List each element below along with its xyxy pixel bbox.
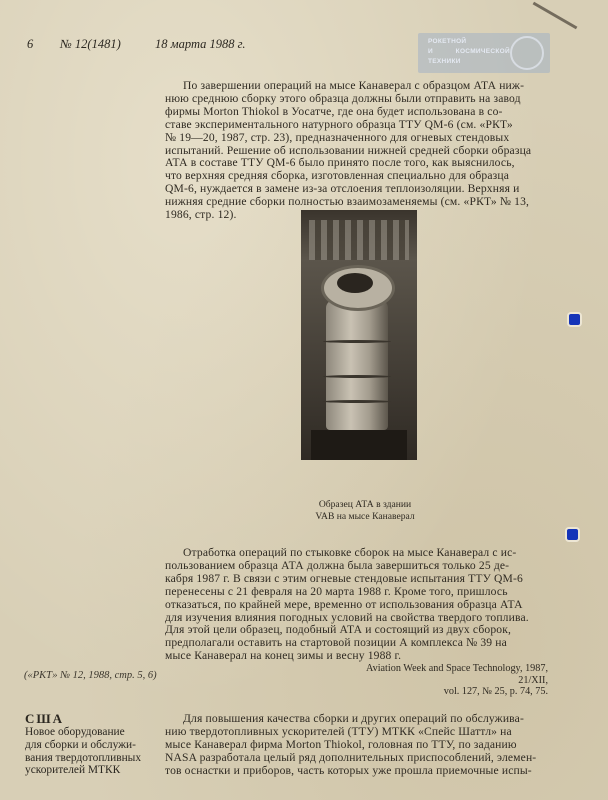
- booster-segment-photo: [301, 210, 417, 460]
- photo-band: [323, 340, 391, 343]
- text-line: тов оснастки и приборов, часть которых уже прошла приемочные испы-: [165, 763, 532, 777]
- article2-title: [25, 726, 143, 777]
- text-line: перенесены с 21 февраля на 20 марта 1988 г. Кроме того, пришлось: [165, 584, 508, 598]
- text-line: NASA разработала целый ряд дополнительных приспособлений, элемен-: [165, 750, 537, 764]
- stamp-line: РОКЕТНОЙ: [428, 38, 467, 45]
- binder-hole: [569, 314, 580, 325]
- paper-scratch: [533, 2, 578, 30]
- stamp-logo-icon: [510, 36, 544, 70]
- title-line: Новое оборудование: [25, 726, 125, 738]
- article1-paragraph1: [165, 79, 532, 222]
- text-line: 1986, стр. 12).: [165, 208, 237, 222]
- issue-date: 18 марта 1988 г.: [155, 37, 246, 51]
- text-line: нюю среднюю сборку этого образца должны были отправить на завод: [165, 91, 521, 105]
- text-line: Для повышения качества сборки и других операций по обслужива-: [183, 712, 524, 725]
- caption-line: VAB на мысе Канаверал: [315, 510, 415, 522]
- text-line: мысе Канаверал фирма Morton Thiokol, головная по ТТУ, по заданию: [165, 737, 517, 751]
- source-line: vol. 127, № 25, p. 74, 75.: [443, 686, 548, 697]
- photo-band: [323, 400, 391, 403]
- text-line: ставе экспериментального натурного образца ТТУ QM-6 (см. «РКТ»: [165, 117, 513, 131]
- text-line: нижняя средние сборки полностью взаимозаменяемы (см. «РКТ» № 13,: [165, 195, 530, 209]
- section-country: США: [25, 711, 65, 726]
- page-number: 6: [27, 37, 34, 51]
- title-line: ускорителей МТКК: [25, 764, 121, 777]
- photo-segment-bore: [337, 273, 373, 293]
- text-line: мысе Канаверал на конец зимы и весну 1988 г.: [165, 649, 402, 663]
- text-line: пользованием образца АТА должна была завершиться только 25 де-: [165, 558, 510, 572]
- stamp-text: [428, 37, 510, 67]
- caption-line: Образец АТА в здании: [318, 499, 412, 510]
- text-line: № 19—20, 1987, стр. 23), предназначенного для огневых стендовых: [165, 130, 510, 144]
- library-stamp: [418, 33, 550, 73]
- text-line: QM-6, нуждается в замене из-за отслоения теплоизоляции. Верхняя и: [165, 182, 520, 196]
- text-line: кабря 1987 г. В связи с этим огневые стендовые испытания ТТУ QM-6: [165, 571, 523, 585]
- issue-number: № 12(1481): [60, 37, 121, 51]
- text-line: испытаний. Решение об использовании нижней средней сборки образца: [165, 143, 532, 157]
- text-line: отказаться, по крайней мере, временно от использования образца АТА: [165, 597, 523, 611]
- stamp-line: И КОСМИЧЕСКОЙ: [428, 48, 510, 55]
- source-line: Aviation Week and Space Technology, 1987, 21/XII,: [366, 663, 548, 686]
- photo-base: [311, 430, 407, 460]
- binder-hole: [567, 529, 578, 540]
- text-line: нию твердотопливных ускорителей (ТТУ) МТКК «Спейс Шаттл» на: [165, 724, 512, 738]
- article2-paragraph: [165, 712, 537, 778]
- photo-segment-body: [326, 300, 388, 430]
- text-line: АТА в составе ТТУ QM-6 было принято после того, как выяснилось,: [165, 156, 515, 170]
- rkt-reference: («РКТ» № 12, 1988, стр. 5, 6): [24, 670, 157, 681]
- source-citation: [350, 663, 548, 698]
- title-line: вания твердотопливных: [25, 751, 142, 764]
- figure-caption: [305, 499, 425, 522]
- text-line: Для этой цели образец, подобный АТА и состоящий из двух сборок,: [165, 623, 512, 637]
- text-line: По завершении операций на мысе Канаверал с образцом АТА ниж-: [183, 79, 525, 92]
- text-line: предполагали оставить на стартовой позиции А комплекса № 39 на: [165, 636, 507, 650]
- text-line: что верхняя средняя сборка, изготовленная специально для образца: [165, 169, 509, 183]
- text-line: для изучения влияния погодных условий на свойства твердого топлива.: [165, 610, 529, 624]
- title-line: для сборки и обслужи-: [25, 738, 136, 751]
- article1-paragraph2: [165, 546, 529, 663]
- text-line: фирмы Morton Thiokol в Уосатче, где она будет использована в со-: [165, 104, 503, 118]
- text-line: Отработка операций по стыковке сборок на мысе Канаверал с ис-: [183, 546, 517, 559]
- stamp-line: ТЕХНИКИ: [428, 58, 461, 65]
- photo-band: [323, 375, 391, 378]
- photo-background: [309, 220, 409, 260]
